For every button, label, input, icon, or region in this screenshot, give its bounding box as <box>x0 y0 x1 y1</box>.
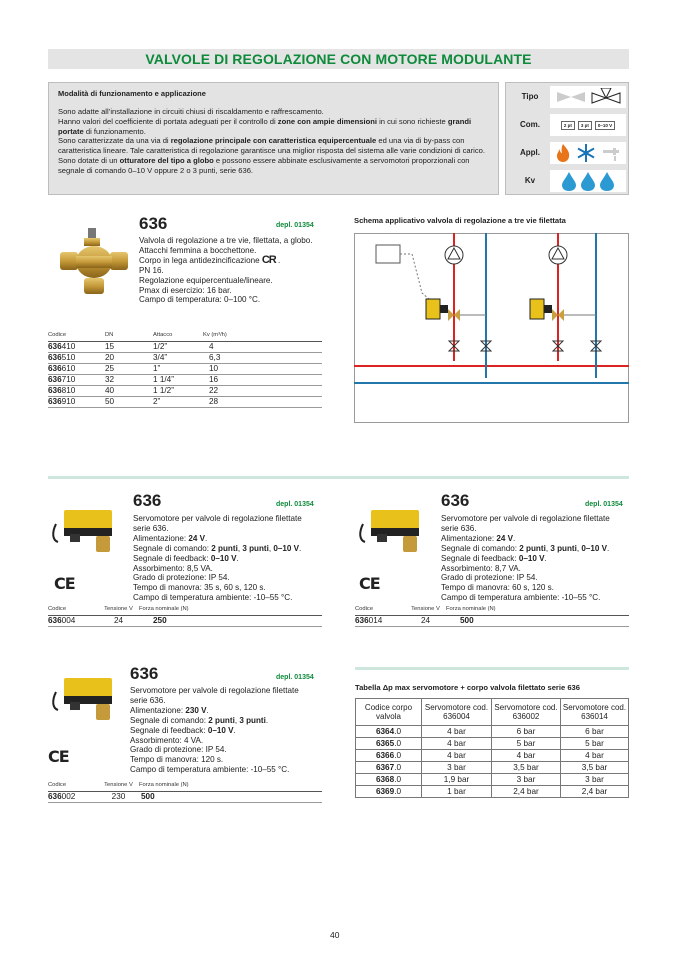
info-paragraph-2: Hanno valori del coefficiente di portata adeguati per il controllo di zone con ampie dimensioni in cui sono richieste grandi portate di funzionamento. <box>58 116 472 136</box>
attr-label: Kv <box>524 176 536 185</box>
info-paragraph-1: Sono adatte all’installazione in circuiti chiusi di riscaldamento e raffrescamento. <box>58 107 324 116</box>
valve-2way-icon <box>556 89 586 105</box>
table-row: 636002 230 500 <box>48 792 322 803</box>
valve-code: 636 <box>139 214 168 233</box>
schema-title: Schema applicativo valvola di regolazione a tre vie filettata <box>354 216 566 225</box>
table-row: 6366.0 4 bar 4 bar 4 bar <box>356 750 629 762</box>
motor-desc-line: Segnale di comando: 2 punti, 3 punti, 0–10 V. <box>133 543 302 553</box>
motor-desc-line: Segnale di comando: 2 punti, 3 punti. <box>130 715 269 725</box>
application-info-box <box>48 82 499 195</box>
motor-desc-line: Campo di temperatura ambiente: -10–55 °C. <box>441 593 601 603</box>
motor-1-description <box>133 514 323 603</box>
schema-diagram <box>354 233 629 423</box>
motor-desc-line: Segnale di comando: 2 punti, 3 punti, 0–10 V. <box>441 543 610 553</box>
motor-desc-line: Assorbimento: 4 VA. <box>130 735 204 745</box>
table-row: 6367.0 3 bar 3,5 bar 3,5 bar <box>356 762 629 774</box>
valve-table: Codice DN Attacco Kv (m³/h) 636410 15 1/2” 4 636510 20 3/4” 6,3 636610 25 1” 10 636710 32 1 1/4” 16 636810 40 1 1/2” 22 636910 50 2” 28 <box>48 332 322 408</box>
ce-mark: CE <box>54 574 75 593</box>
valve-description: Valvola di regolazione a tre vie, filettata, a globo. Attacchi femmina a bocchettone. Corpo in lega antidezincificazione CR . PN 16. Regolazione equipercentuale/lineare. Pmax di esercizio: 16 bar. Campo di temperatura: 0–100 °C. <box>139 236 313 305</box>
table-row: 6368.0 1,9 bar 3 bar 3 bar <box>356 774 629 786</box>
attr-row-tipo <box>506 83 630 111</box>
com-tag-3pt: 3 pt <box>578 121 592 130</box>
tap-icon <box>601 144 621 162</box>
dzr-mark: CR <box>261 253 276 266</box>
ce-mark: CE <box>359 574 380 593</box>
motor-desc-line: Campo di temperatura ambiente: -10–55 °C. <box>130 765 290 775</box>
motor-desc-line: Segnale di feedback: 0–10 V. <box>130 725 236 735</box>
actuator-product-image <box>50 670 128 728</box>
table-row: 636510 20 3/4” 6,3 <box>48 353 322 364</box>
product-attributes-panel <box>505 82 629 195</box>
motor-desc-line: Assorbimento: 8,5 VA. <box>133 563 213 573</box>
motor-desc-line: Servomotore per valvole di regolazione filettate <box>441 514 610 523</box>
com-tag-2pt: 2 pt <box>561 121 575 130</box>
table-row: 6364.0 4 bar 6 bar 6 bar <box>356 726 629 738</box>
section-divider <box>355 667 629 670</box>
attr-label: Com. <box>520 120 540 129</box>
motor-desc-line: Grado di protezione: IP 54. <box>130 745 227 755</box>
attr-label: Tipo <box>521 92 539 101</box>
motor-desc-line: serie 636. <box>133 523 169 533</box>
table-row: 636610 25 1” 10 <box>48 364 322 375</box>
motor-desc-line: Campo di temperatura ambiente: -10–55 °C. <box>133 593 293 603</box>
motor-desc-line: Segnale di feedback: 0–10 V. <box>133 553 239 563</box>
motor-2-description <box>441 514 631 603</box>
page-title-bar <box>48 49 629 69</box>
motor-desc-line: Tempo di manovra: 120 s. <box>130 755 224 765</box>
drop-icon <box>580 171 596 192</box>
drop-icon <box>599 171 615 192</box>
drop-icon <box>561 171 577 192</box>
valve-depl: depl. 01354 <box>276 222 314 229</box>
table-row: 636014 24 500 <box>355 616 629 627</box>
motor-desc-line: Tempo di manovra: 35 s, 60 s, 120 s. <box>133 583 266 593</box>
dp-table-title: Tabella Δp max servomotore + corpo valvola filettato serie 636 <box>355 683 580 692</box>
motor-1-table: Codice Tensione V Forza nominale (N) 636004 24 250 <box>48 606 322 627</box>
motor-3-depl: depl. 01354 <box>276 674 314 681</box>
page-title: VALVOLE DI REGOLAZIONE CON MOTORE MODULANTE <box>145 51 532 67</box>
motor-desc-line: serie 636. <box>441 523 477 533</box>
attr-row-appl <box>506 139 630 167</box>
attr-row-com <box>506 111 630 139</box>
info-heading: Modalità di funzionamento e applicazione <box>58 89 206 98</box>
motor-desc-line: Grado di protezione: IP 54. <box>441 573 538 583</box>
info-paragraph-4: Sono dotate di un otturatore del tipo a globo e possono essere abbinate esclusivamente a servomotori proporzionali con segnale di comando 0–10 V oppure 2 o 3 punti, serie 636. <box>58 155 470 175</box>
motor-3-description <box>130 686 320 775</box>
motor-3-table: Codice Tensione V Forza nominale (N) 636002 230 500 <box>48 782 322 803</box>
motor-desc-line: serie 636. <box>130 695 166 705</box>
info-paragraph-3: Sono caratterizzate da una via di regolazione principale con caratteristica equipercentuale ed una via di by-pass con caratteristica lineare. Tale caratteristica di regolazione garantisce una miglior risposta del sistema alle varie condizioni di carico. <box>58 136 485 156</box>
table-row: 6365.0 4 bar 5 bar 5 bar <box>356 738 629 750</box>
motor-2-depl: depl. 01354 <box>585 501 623 508</box>
valve-product-image <box>58 228 130 296</box>
attr-label: Appl. <box>520 148 540 157</box>
motor-1-code: 636 <box>133 491 162 510</box>
motor-desc-line: Grado di protezione: IP 54. <box>133 573 230 583</box>
table-row: 636710 32 1 1/4” 16 <box>48 375 322 386</box>
flame-icon <box>555 143 571 163</box>
motor-desc-line: Assorbimento: 8,7 VA. <box>441 563 521 573</box>
motor-desc-line: Segnale di feedback: 0–10 V. <box>441 553 547 563</box>
motor-desc-line: Alimentazione: 24 V. <box>441 533 516 543</box>
motor-desc-line: Servomotore per valvole di regolazione filettate <box>130 686 299 695</box>
table-row: 6369.0 1 bar 2,4 bar 2,4 bar <box>356 786 629 798</box>
com-tag-0-10v: 0–10 V <box>595 121 615 130</box>
snowflake-icon <box>576 143 596 163</box>
ce-mark: CE <box>48 747 69 766</box>
motor-2-code: 636 <box>441 491 470 510</box>
table-row: 636810 40 1 1/2” 22 <box>48 386 322 397</box>
page-number: 40 <box>330 930 340 940</box>
table-row: 636004 24 250 <box>48 616 322 627</box>
motor-1-depl: depl. 01354 <box>276 501 314 508</box>
section-divider <box>48 476 629 479</box>
actuator-product-image <box>357 502 435 560</box>
motor-desc-line: Alimentazione: 230 V. <box>130 705 209 715</box>
dp-table: Codice corpo valvola Servomotore cod. 636004 Servomotore cod. 636002 Servomotore cod. 636014 6364.0 4 bar 6 bar 6 bar 6365.0 4 bar 5 bar 5 bar 6366.0 4 bar 4 bar 4 bar 6367.0 3 bar 3,5 bar 3,5 bar 6368.0 1,9 bar 3 bar 3 bar 6369.0 1 bar 2,4 bar 2,4 bar <box>355 698 629 798</box>
motor-desc-line: Alimentazione: 24 V. <box>133 533 208 543</box>
table-row: 636410 15 1/2” 4 <box>48 342 322 353</box>
actuator-product-image <box>50 502 128 560</box>
motor-desc-line: Tempo di manovra: 60 s, 120 s. <box>441 583 554 593</box>
valve-3way-icon <box>591 88 621 106</box>
motor-2-table: Codice Tensione V Forza nominale (N) 636014 24 500 <box>355 606 629 627</box>
attr-row-kv <box>506 167 630 195</box>
motor-3-code: 636 <box>130 664 159 683</box>
motor-desc-line: Servomotore per valvole di regolazione filettate <box>133 514 302 523</box>
table-row: 636910 50 2” 28 <box>48 397 322 408</box>
